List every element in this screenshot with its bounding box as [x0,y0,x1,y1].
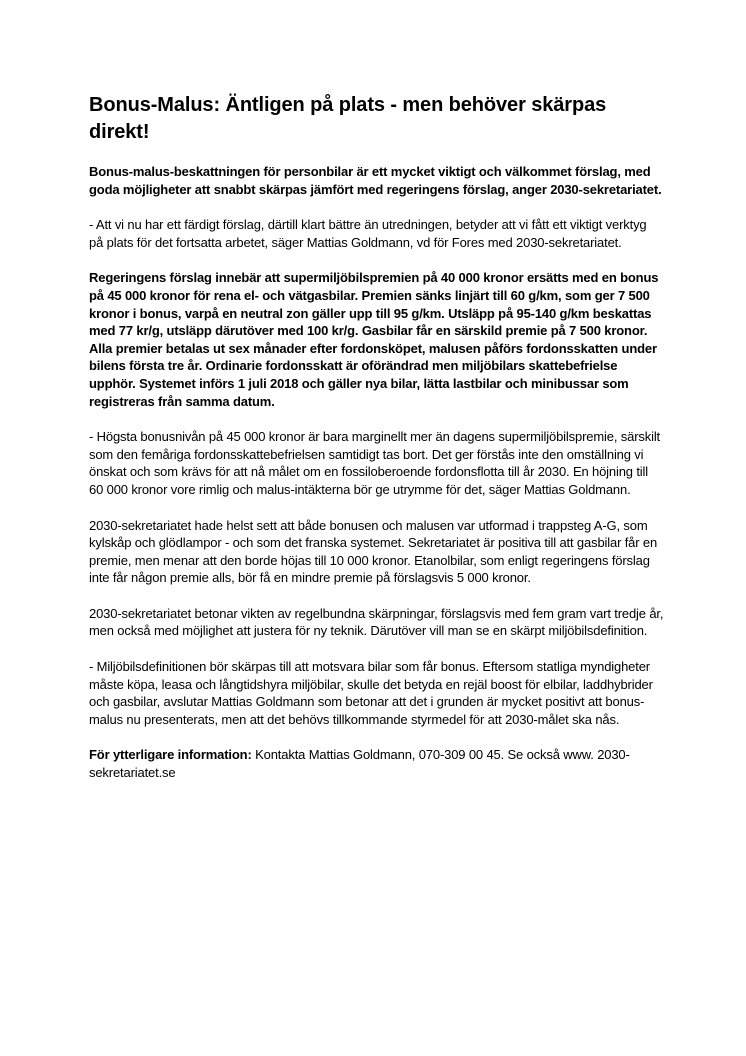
quote-paragraph-1: - Att vi nu har ett färdigt förslag, därtill klart bättre än utredningen, betyder att vi fått ett viktigt verktyg på plats för det fortsatta arbetet, säger Mattias Goldmann, vd för Fores med 2030-sekretariatet. [89,217,647,250]
quote-paragraph-2: - Högsta bonusnivån på 45 000 kronor är bara marginellt mer än dagens supermiljöbilspremie, särskilt som den femåriga fordonsskattebefrielsen samtidigt tas bort. Det ger förstås inte den omställning vi önskat och som krävs för att nå målet om en fossiloberoende fordonsflotta till år 2030. En höjning till 60 000 kronor vore rimlig och malus-intäkterna bör ge utrymme för det, säger Mattias Goldmann. [89,429,661,497]
document-title: Bonus-Malus: Äntligen på plats - men behöver skärpas direkt! [89,94,607,143]
body-paragraph-sharpening: 2030-sekretariatet betonar vikten av regelbundna skärpningar, förslagsvis med fem gram vart tredje år, men också med möjlighet att justera för ny teknik. Därutöver vill man se en skärpt miljöbilsdefinition. [89,605,664,639]
proposal-summary-paragraph: Regeringens förslag innebär att supermiljöbilspremien på 40 000 kronor ersätts med en bonus på 45 000 kronor för rena el- och vätgasbilar. Premien sänks linjärt till 60 g/km, som ger 7 500 kronor i bonus, varpå en neutral zon gäller upp till 95 g/km. Utsläpp på 95-140 g/km beskattas med 77 kr/g, utsläpp därutöver med 100 kr/g. Gasbilar får en särskild premie på 7 500 kronor. Alla premier betalas ut sex månader efter fordonsköpet, malusen påförs fordonsskatten under bilens första tre år. Ordinarie fordonsskatt är oförändrad men miljöbilars skattebefrielse upphör. Systemet införs 1 juli 2018 och gäller nya bilar, lätta lastbilar och minibussar som registreras från samma datum. [89,270,659,409]
body-paragraph-steps: 2030-sekretariatet hade helst sett att både bonusen och malusen var utformad i trappsteg A-G, som kylskåp och glödlampor - och som det franska systemet. Sekretariatet är positiva till att gasbilar får en premie, men menar att den borde höjas till 10 000 kronor. Etanolbilar, som enligt regeringens förslag inte får någon premie alls, bör få en mindre premie på förslagsvis 5 000 kronor. [89,517,658,586]
lead-paragraph: Bonus-malus-beskattningen för personbilar är ett mycket viktigt och välkommet förslag, med goda möjligheter att snabbt skärpas jämfört med regeringens förslag, anger 2030-sekretariatet. [89,164,662,197]
quote-paragraph-3: - Miljöbilsdefinitionen bör skärpas till att motsvara bilar som får bonus. Eftersom statliga myndigheter måste köpa, leasa och långtidshyra miljöbilar, skulle det betyda en rejäl boost för elbilar, laddhybrider och gasbilar, avslutar Mattias Goldmann som betonar att det i grunden är mycket positivt att bonus-malus nu presenterats, men att det behövs tillkommande styrmedel för att 2030-målet ska nås. [89,659,653,727]
contact-paragraph [89,746,664,781]
contact-text: Kontakta Mattias Goldmann, 070-309 00 45. Se också www. 2030-sekretariatet.se [89,747,630,781]
contact-label: För ytterligare information: [89,747,252,763]
document-page [89,92,664,800]
